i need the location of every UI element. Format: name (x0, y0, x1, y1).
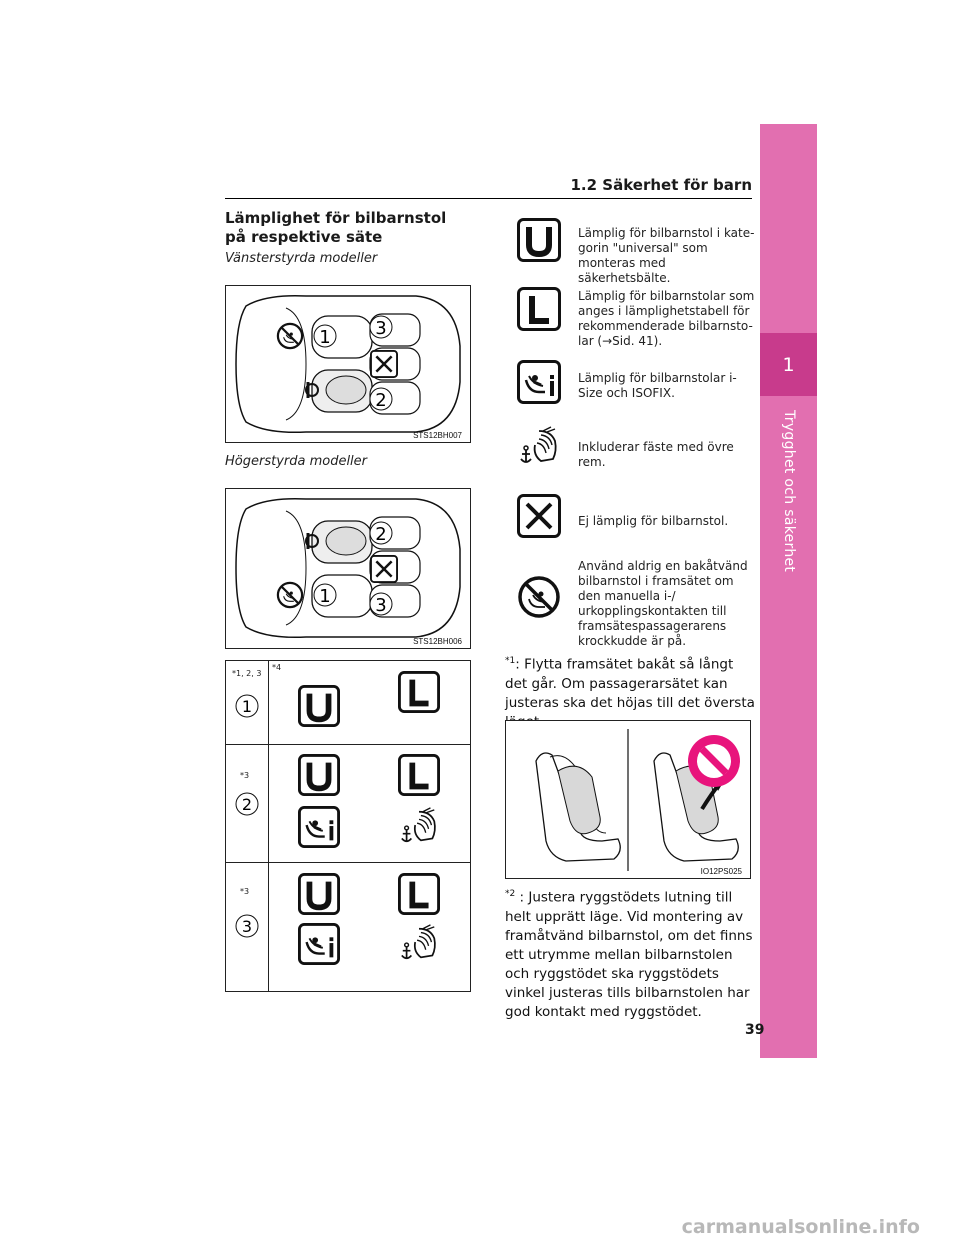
lhd-car-diagram (225, 285, 471, 443)
lhd-caption: Vänsterstyrda modeller (225, 251, 378, 266)
svg-text:3: 3 (375, 595, 387, 616)
suitability-table (225, 660, 471, 992)
rhd-figure-code: STS12BH006 (413, 637, 462, 646)
limited-L-icon (398, 873, 440, 915)
universal-U-icon (298, 685, 340, 727)
chapter-number: 1 (760, 333, 817, 396)
rhd-car-diagram (225, 488, 471, 649)
seat-adjustment-figure (505, 720, 751, 879)
table-row-footnote: *3 (240, 771, 250, 780)
header-rule (225, 198, 752, 199)
not-suitable-x-icon (517, 494, 561, 538)
limited-L-icon (398, 754, 440, 796)
no-rearward-seat-icon (517, 575, 561, 619)
chapter-label: Trygghet och säkerhet (781, 410, 797, 573)
top-tether-icon (517, 425, 561, 469)
rhd-caption: Högerstyrda modeller (225, 454, 368, 469)
table-col-footnote: *4 (272, 663, 282, 672)
seat-figure-code: IO12PS025 (700, 867, 742, 876)
isofix-icon (298, 806, 340, 848)
universal-U-icon (517, 218, 561, 262)
svg-text:3: 3 (241, 917, 253, 936)
car-topview-lhd (226, 286, 470, 442)
legend-text: Ej lämplig för bilbarnstol. (578, 514, 729, 528)
lhd-figure-code: STS12BH007 (413, 431, 462, 440)
chapter-tab (760, 124, 817, 1058)
legend-text: Lämplig för bilbarnstol i kate-gorin "universal" som monteras med säkerhetsbälte. (578, 226, 755, 285)
universal-U-icon (298, 873, 340, 915)
svg-text:2: 2 (375, 524, 387, 545)
svg-text:2: 2 (375, 390, 387, 411)
table-row-footnote: *3 (240, 887, 250, 896)
isofix-icon (298, 923, 340, 965)
svg-text:1: 1 (319, 327, 331, 348)
legend-text: Inkluderar fäste med övre rem. (578, 440, 734, 469)
legend-text: Använd aldrig en bakåtvänd bilbarnstol i framsätet om den manuella i-/ urkopplingskontakten till framsätespassagerarens krockkudde är på. (578, 559, 748, 648)
isofix-icon (517, 360, 561, 404)
seat-number-3-icon (232, 911, 262, 941)
svg-text:1: 1 (319, 586, 331, 607)
footnote-1: $^{*1}$: Flytta framsätet bakåt så långt det går. Om passagerarsätet kan justeras ska det höjas till det översta (505, 656, 755, 711)
svg-text:1: 1 (241, 697, 253, 716)
page-number: 39 (745, 1022, 765, 1038)
legend-text: Lämplig för bilbarnstolar som anges i lämplighetstabell för rekommenderade bilbarnsto-lar (→Sid. 41). (578, 289, 755, 348)
section-title: 1.2 Säkerhet för barn (570, 176, 752, 194)
top-tether-icon (398, 806, 440, 848)
footnote-2: $^{*2}$ : Justera ryggstödets lutning till helt upprätt läge. Vid montering av framåtvänd bilbarnstol, om det finns ett utrymme mellan bilbarnstolen och ryggstödet ska ryggstödets vinkel justeras tills bilbarnstolen har god kontakt med ryggstödet. (505, 889, 753, 1020)
table-row-footnote: *1, 2, 3 (232, 669, 262, 678)
watermark: carmanualsonline.info (681, 1216, 920, 1238)
seat-number-1-icon (232, 691, 262, 721)
seat-number-2-icon (232, 789, 262, 819)
universal-U-icon (298, 754, 340, 796)
svg-text:2: 2 (241, 795, 253, 814)
section-heading: Lämplighet för bilbarnstol på respektive säte (225, 209, 447, 246)
legend-text: Lämplig för bilbarnstolar i-Size och ISOFIX. (578, 371, 737, 400)
limited-L-icon (398, 671, 440, 713)
seat-adjustment-illustration (506, 721, 750, 878)
top-tether-icon (398, 923, 440, 965)
limited-L-icon (517, 287, 561, 331)
svg-text:3: 3 (375, 318, 387, 339)
car-topview-rhd (226, 489, 470, 648)
